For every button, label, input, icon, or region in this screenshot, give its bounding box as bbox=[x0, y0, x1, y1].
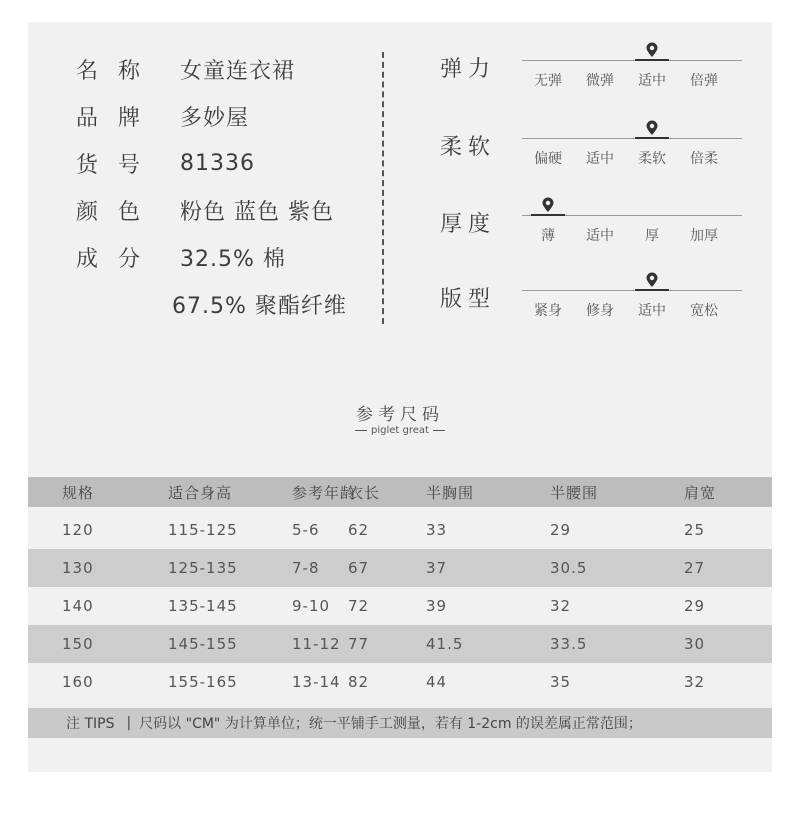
table-cell: 44 bbox=[426, 673, 448, 691]
info-row bbox=[76, 101, 249, 131]
table-header-row bbox=[28, 477, 772, 507]
size-ref-subtitle: piglet great bbox=[28, 425, 772, 436]
table-cell: 39 bbox=[426, 597, 448, 615]
tips-label: 注 TIPS bbox=[66, 716, 115, 732]
info-label: 货号 bbox=[76, 152, 161, 178]
table-row bbox=[28, 511, 772, 549]
info-value: 81336 bbox=[180, 150, 255, 176]
scale-selected-mark bbox=[635, 289, 669, 291]
table-cell: 30.5 bbox=[550, 559, 588, 577]
table-cell: 145-155 bbox=[168, 635, 238, 653]
scale-option: 柔软 bbox=[638, 151, 666, 167]
property-scale bbox=[522, 128, 742, 168]
table-cell: 67 bbox=[348, 559, 370, 577]
dashed-divider bbox=[382, 52, 384, 324]
scale-option: 紧身 bbox=[534, 303, 562, 319]
table-cell: 32 bbox=[550, 597, 572, 615]
scale-selected-mark bbox=[635, 59, 669, 61]
table-cell: 155-165 bbox=[168, 673, 238, 691]
info-row bbox=[76, 242, 286, 272]
tips-text: 尺码以 "CM" 为计算单位；统一平铺手工测量，若有 1-2cm 的误差属正常范围； bbox=[139, 716, 642, 732]
info-value: 多妙屋 bbox=[180, 105, 250, 131]
table-cell: 25 bbox=[684, 521, 706, 539]
table-cell: 30 bbox=[684, 635, 706, 653]
table-cell: 5-6 bbox=[292, 521, 320, 539]
table-cell: 41.5 bbox=[426, 635, 464, 653]
table-cell: 125-135 bbox=[168, 559, 238, 577]
info-label: 名称 bbox=[76, 58, 161, 84]
table-cell: 29 bbox=[550, 521, 572, 539]
table-cell: 32 bbox=[684, 673, 706, 691]
info-value: 女童连衣裙 bbox=[180, 58, 296, 84]
scale-option: 宽松 bbox=[690, 303, 718, 319]
tips-separator: | bbox=[126, 715, 132, 731]
table-cell: 77 bbox=[348, 635, 370, 653]
table-cell: 29 bbox=[684, 597, 706, 615]
table-cell: 11-12 bbox=[292, 635, 341, 653]
info-value: 32.5% 棉 bbox=[180, 246, 286, 272]
location-pin-icon bbox=[645, 120, 659, 136]
table-cell: 150 bbox=[62, 635, 94, 653]
table-header-cell: 衣长 bbox=[348, 483, 381, 502]
scale-line bbox=[522, 290, 742, 291]
info-row bbox=[76, 54, 295, 84]
scale-option: 厚 bbox=[645, 228, 659, 244]
scale-option: 适中 bbox=[638, 73, 666, 89]
scale-line bbox=[522, 60, 742, 61]
property-scale bbox=[522, 280, 742, 320]
table-cell: 7-8 bbox=[292, 559, 320, 577]
table-cell: 62 bbox=[348, 521, 370, 539]
scale-option: 适中 bbox=[586, 228, 614, 244]
property-scale bbox=[522, 205, 742, 245]
table-cell: 27 bbox=[684, 559, 706, 577]
spec-panel bbox=[28, 22, 772, 772]
table-cell: 33.5 bbox=[550, 635, 588, 653]
table-header-cell: 适合身高 bbox=[168, 483, 233, 502]
table-cell: 13-14 bbox=[292, 673, 341, 691]
table-cell: 82 bbox=[348, 673, 370, 691]
table-cell: 37 bbox=[426, 559, 448, 577]
scale-option: 无弹 bbox=[534, 73, 562, 89]
table-cell: 35 bbox=[550, 673, 572, 691]
location-pin-icon bbox=[645, 272, 659, 288]
info-value: 粉色 蓝色 紫色 bbox=[180, 199, 334, 225]
info-label: 颜色 bbox=[76, 199, 161, 225]
tips-bar bbox=[28, 708, 772, 738]
table-header-cell: 半胸围 bbox=[426, 483, 475, 502]
scale-option: 倍弹 bbox=[690, 73, 718, 89]
info-row bbox=[76, 148, 255, 178]
scale-option: 适中 bbox=[638, 303, 666, 319]
scale-option: 偏硬 bbox=[534, 151, 562, 167]
property-label: 柔软 bbox=[440, 135, 497, 160]
info-label: 成分 bbox=[76, 246, 161, 272]
property-label: 厚度 bbox=[440, 212, 497, 237]
scale-selected-mark bbox=[531, 214, 565, 216]
table-cell: 140 bbox=[62, 597, 94, 615]
scale-line bbox=[522, 138, 742, 139]
property-scale bbox=[522, 50, 742, 90]
info-value: 67.5% 聚酯纤维 bbox=[172, 293, 347, 319]
scale-option: 薄 bbox=[541, 228, 555, 244]
table-header-cell: 规格 bbox=[62, 483, 95, 502]
scale-option: 适中 bbox=[586, 151, 614, 167]
table-cell: 115-125 bbox=[168, 521, 238, 539]
table-row bbox=[28, 625, 772, 663]
table-header-cell: 参考年龄 bbox=[292, 483, 357, 502]
table-cell: 72 bbox=[348, 597, 370, 615]
table-cell: 160 bbox=[62, 673, 94, 691]
scale-selected-mark bbox=[635, 137, 669, 139]
scale-option: 倍柔 bbox=[690, 151, 718, 167]
location-pin-icon bbox=[541, 197, 555, 213]
info-row bbox=[172, 289, 347, 319]
table-header-cell: 半腰围 bbox=[550, 483, 599, 502]
table-header-cell: 肩宽 bbox=[684, 483, 717, 502]
table-cell: 9-10 bbox=[292, 597, 331, 615]
location-pin-icon bbox=[645, 42, 659, 58]
property-label: 版型 bbox=[440, 287, 497, 312]
table-cell: 33 bbox=[426, 521, 448, 539]
scale-option: 微弹 bbox=[586, 73, 614, 89]
table-row bbox=[28, 549, 772, 587]
info-label: 品牌 bbox=[76, 105, 161, 131]
scale-option: 修身 bbox=[586, 303, 614, 319]
info-row bbox=[76, 195, 334, 225]
property-label: 弹力 bbox=[440, 57, 497, 82]
table-cell: 135-145 bbox=[168, 597, 238, 615]
size-ref-title: 参考尺码 bbox=[356, 405, 444, 425]
table-cell: 130 bbox=[62, 559, 94, 577]
table-cell: 120 bbox=[62, 521, 94, 539]
scale-option: 加厚 bbox=[690, 228, 718, 244]
table-row bbox=[28, 663, 772, 701]
table-row bbox=[28, 587, 772, 625]
